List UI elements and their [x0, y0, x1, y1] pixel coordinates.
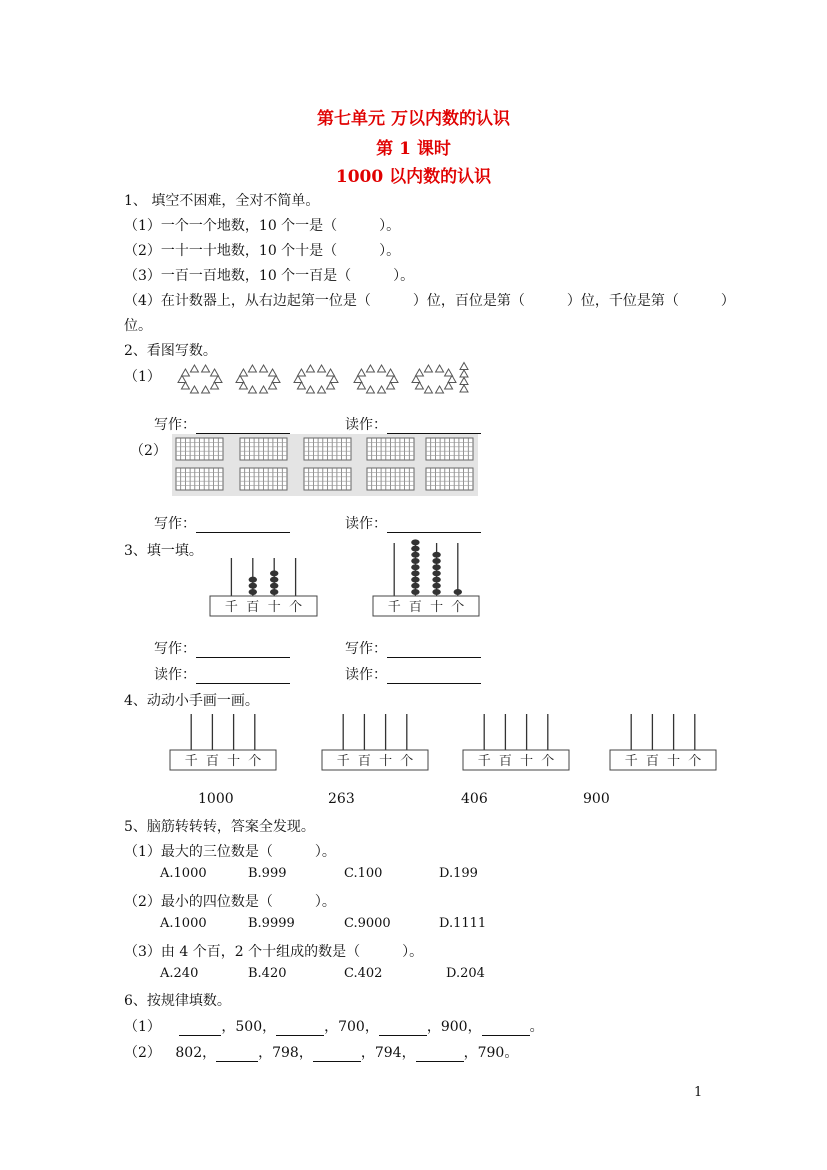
hundred-block [176, 468, 223, 490]
q2-part2-write [154, 513, 290, 533]
triangle-icon [239, 369, 247, 376]
triangle-icon [327, 382, 335, 389]
q3-heading: 3、填一填。 [124, 543, 203, 559]
q3-read-right [345, 664, 481, 684]
hundred-blocks-figure [172, 434, 478, 496]
q2-heading: 2、看图写数。 [124, 343, 217, 359]
triangle-icon [460, 385, 468, 392]
abacus-right [373, 539, 479, 616]
q5-q3-option-a[interactable]: A.240 [160, 966, 199, 981]
q5-q2-option-d[interactable]: D.1111 [439, 916, 487, 931]
triangle-ring [294, 365, 338, 393]
triangle-icon [181, 369, 189, 376]
abacus-bead [454, 589, 462, 595]
triangle-icon [366, 365, 374, 372]
q5-q2-option-b[interactable]: B.9999 [248, 916, 295, 931]
triangle-icon [415, 369, 423, 376]
q3-read-left [154, 664, 290, 684]
sequence-value: 798 [272, 1045, 299, 1061]
write-answer-line[interactable] [196, 532, 290, 533]
abacus-bead [270, 570, 278, 576]
abacus-bead [411, 552, 419, 558]
abacus-place-label: 千 [184, 754, 198, 769]
triangle-icon [190, 386, 198, 393]
triangle-icon [436, 386, 444, 393]
q4-number-2: 263 [328, 791, 355, 807]
q4-empty-abacus-figure [170, 712, 720, 772]
abacus-bead [270, 583, 278, 589]
sequence-value: 500 [235, 1019, 263, 1035]
triangle-groups-figure [170, 360, 480, 398]
triangle-icon [330, 376, 338, 383]
abacus-bead [411, 577, 419, 583]
abacus-left [210, 558, 317, 616]
triangle-icon [211, 369, 219, 376]
triangle-icon [272, 376, 280, 383]
abacus-place-label: 百 [205, 754, 219, 769]
triangle-icon [297, 369, 305, 376]
q5-q3-option-c[interactable]: C.402 [344, 966, 383, 981]
empty-abacus-2 [322, 714, 428, 770]
sequence-value: 900 [440, 1019, 468, 1035]
sequence-blank[interactable] [482, 1035, 530, 1036]
sequence-blank[interactable] [416, 1061, 464, 1062]
hundred-block [176, 438, 223, 460]
empty-abacus-1 [170, 714, 276, 770]
triangle-icon [269, 369, 277, 376]
triangle-icon [306, 365, 314, 372]
hundred-block [304, 438, 351, 460]
abacus-place-label: 千 [477, 754, 491, 769]
q5-q3-option-d[interactable]: D.204 [446, 966, 485, 981]
abacus-bead [411, 583, 419, 589]
triangle-icon [178, 376, 186, 383]
sequence-value: 794 [374, 1045, 402, 1061]
triangle-icon [415, 382, 423, 389]
q6-row-2-label: （2） [124, 1045, 161, 1061]
triangle-icon [190, 365, 198, 372]
triangle-icon [412, 376, 420, 383]
q5-q1-option-c[interactable]: C.100 [344, 866, 383, 881]
triangle-icon [387, 382, 395, 389]
abacus-bead [270, 589, 278, 595]
hundred-block [367, 438, 414, 460]
abacus-place-label: 个 [541, 754, 555, 769]
triangle-icon [211, 382, 219, 389]
triangle-icon [460, 370, 468, 377]
read-label: 读作： [154, 667, 196, 683]
abacus-bead [411, 539, 419, 545]
triangle-icon [424, 386, 432, 393]
q5-question-2: （2）最小的四位数是（ ）。 [124, 894, 336, 910]
triangle-icon [297, 382, 305, 389]
triangle-ring [178, 365, 222, 393]
abacus-place-label: 千 [336, 754, 350, 769]
q6-row-1-label: （1） [124, 1019, 161, 1035]
triangle-icon [306, 386, 314, 393]
abacus-place-label: 百 [498, 754, 512, 769]
abacus-bead [411, 570, 419, 576]
abacus-bead [432, 589, 440, 595]
triangle-icon [248, 386, 256, 393]
q2-part2-label: （2） [130, 443, 167, 459]
triangle-icon [436, 365, 444, 372]
read-answer-line[interactable] [196, 683, 290, 684]
q5-q2-option-c[interactable]: C.9000 [344, 916, 391, 931]
q4-number-1: 1000 [198, 791, 234, 807]
q6-row-1: （1） ，500， ，700， ，900， 。 [124, 1019, 544, 1035]
abacus-place-label: 千 [387, 600, 401, 615]
sequence-blank[interactable] [216, 1061, 258, 1062]
q5-question-1: （1）最大的三位数是（ ）。 [124, 844, 336, 860]
hundred-block [367, 468, 414, 490]
abacus-place-label: 千 [224, 600, 238, 615]
abacus-place-label: 个 [688, 754, 702, 769]
abacus-place-label: 十 [267, 600, 281, 615]
triangle-icon [460, 363, 468, 370]
abacus-place-label: 百 [645, 754, 659, 769]
empty-abacus-3 [463, 714, 569, 770]
triangle-ring [236, 365, 280, 393]
q1-item-1: （1）一个一个地数，10 个一是（ ）。 [124, 218, 401, 234]
triangle-icon [445, 382, 453, 389]
topic-title: 1000 以内数的认识 [335, 167, 492, 187]
q3-write-right [345, 638, 481, 658]
abacus-place-label: 千 [624, 754, 638, 769]
abacus-bead [432, 558, 440, 564]
q1-heading: 1、 填空不困难，全对不简单。 [124, 193, 320, 209]
q2-part2-read [345, 513, 481, 533]
q1-item-3: （3）一百一百地数，10 个一百是（ ）。 [124, 268, 415, 284]
q5-q3-option-b[interactable]: B.420 [248, 966, 287, 981]
triangle-icon [239, 382, 247, 389]
hundred-block [426, 438, 473, 460]
q2-part1-label: （1） [124, 369, 161, 385]
triangle-column [460, 363, 468, 393]
triangle-icon [260, 386, 268, 393]
abacus-place-label: 十 [430, 600, 444, 615]
abacus-bead [411, 546, 419, 552]
triangle-icon [354, 376, 362, 383]
q3-abacus-figure [205, 543, 485, 619]
q1-item-4: （4）在计数器上，从右边起第一位是（ ）位，百位是第（ ）位，千位是第（ ） [124, 293, 735, 309]
triangle-icon [236, 376, 244, 383]
write-label: 写作： [345, 641, 387, 657]
abacus-bead [270, 577, 278, 583]
sequence-blank[interactable] [379, 1035, 427, 1036]
sequence-blank[interactable] [179, 1035, 221, 1036]
q5-q1-option-d[interactable]: D.199 [439, 866, 478, 881]
abacus-bead [411, 564, 419, 570]
triangle-icon [378, 365, 386, 372]
triangle-icon [378, 386, 386, 393]
hundred-block [304, 468, 351, 490]
q6-row-2: （2） 802， ，798， ，794， ，790。 [124, 1045, 519, 1061]
abacus-place-label: 个 [289, 600, 303, 615]
write-answer-line[interactable] [387, 657, 481, 658]
triangle-icon [202, 386, 210, 393]
empty-abacus-4 [610, 714, 716, 770]
abacus-bead [432, 583, 440, 589]
triangle-icon [181, 382, 189, 389]
lesson-title: 第 1 课时 [376, 139, 451, 159]
abacus-place-label: 个 [451, 600, 465, 615]
write-label: 写作： [154, 641, 196, 657]
sequence-blank[interactable] [276, 1035, 324, 1036]
abacus-bead [249, 589, 257, 595]
triangle-icon [387, 369, 395, 376]
abacus-place-label: 十 [667, 754, 681, 769]
sequence-value: 790 [477, 1045, 505, 1061]
hundred-block [240, 468, 287, 490]
abacus-bead [249, 583, 257, 589]
page-number: 1 [694, 1085, 703, 1100]
sequence-value: 802 [175, 1045, 203, 1061]
write-answer-line[interactable] [196, 657, 290, 658]
abacus-place-label: 百 [357, 754, 371, 769]
read-answer-line[interactable] [387, 683, 481, 684]
unit-title: 第七单元 万以内数的认识 [317, 109, 510, 129]
q6-heading: 6、按规律填数。 [124, 993, 231, 1009]
triangle-icon [448, 376, 456, 383]
abacus-place-label: 百 [408, 600, 422, 615]
q2-part1-read [345, 414, 481, 434]
read-label: 读作： [345, 516, 387, 532]
q1-item-4-continued: 位。 [124, 318, 152, 334]
triangle-icon [202, 365, 210, 372]
sequence-value: 700 [338, 1019, 365, 1035]
write-label: 写作： [154, 417, 196, 433]
triangle-icon [357, 369, 365, 376]
triangle-ring [412, 365, 456, 393]
abacus-bead [411, 589, 419, 595]
q4-number-3: 406 [461, 791, 488, 807]
abacus-place-label: 个 [400, 754, 414, 769]
triangle-icon [318, 365, 326, 372]
triangle-icon [445, 369, 453, 376]
abacus-bead [432, 570, 440, 576]
read-answer-line[interactable] [387, 532, 481, 533]
hundred-block [426, 468, 473, 490]
abacus-place-label: 十 [520, 754, 534, 769]
abacus-bead [432, 564, 440, 570]
triangle-icon [214, 376, 222, 383]
abacus-place-label: 十 [379, 754, 393, 769]
triangle-icon [460, 378, 468, 385]
triangle-ring [354, 365, 398, 393]
q5-q2-option-a[interactable]: A.1000 [160, 916, 207, 931]
abacus-bead [432, 552, 440, 558]
q2-part1-write [154, 414, 290, 434]
triangle-icon [327, 369, 335, 376]
triangle-icon [424, 365, 432, 372]
q4-heading: 4、动动小手画一画。 [124, 693, 259, 709]
abacus-place-label: 十 [227, 754, 241, 769]
abacus-bead [249, 577, 257, 583]
q5-heading: 5、脑筋转转转，答案全发现。 [124, 819, 315, 835]
read-label: 读作： [345, 417, 387, 433]
abacus-place-label: 个 [248, 754, 262, 769]
triangle-icon [318, 386, 326, 393]
abacus-place-label: 百 [246, 600, 260, 615]
triangle-icon [390, 376, 398, 383]
triangle-icon [366, 386, 374, 393]
q5-q1-option-a[interactable]: A.1000 [160, 866, 207, 881]
q5-question-3: （3）由 4 个百，2 个十组成的数是（ ）。 [124, 944, 424, 960]
q4-number-4: 900 [583, 791, 610, 807]
q3-write-left [154, 638, 290, 658]
abacus-bead [432, 577, 440, 583]
triangle-icon [357, 382, 365, 389]
sequence-blank[interactable] [313, 1061, 361, 1062]
triangle-icon [294, 376, 302, 383]
q1-item-2: （2）一十一十地数，10 个十是（ ）。 [124, 243, 401, 259]
write-label: 写作： [154, 516, 196, 532]
triangle-icon [269, 382, 277, 389]
hundred-block [240, 438, 287, 460]
triangle-icon [248, 365, 256, 372]
abacus-bead [411, 558, 419, 564]
q5-q1-option-b[interactable]: B.999 [248, 866, 287, 881]
read-label: 读作： [345, 667, 387, 683]
triangle-icon [260, 365, 268, 372]
